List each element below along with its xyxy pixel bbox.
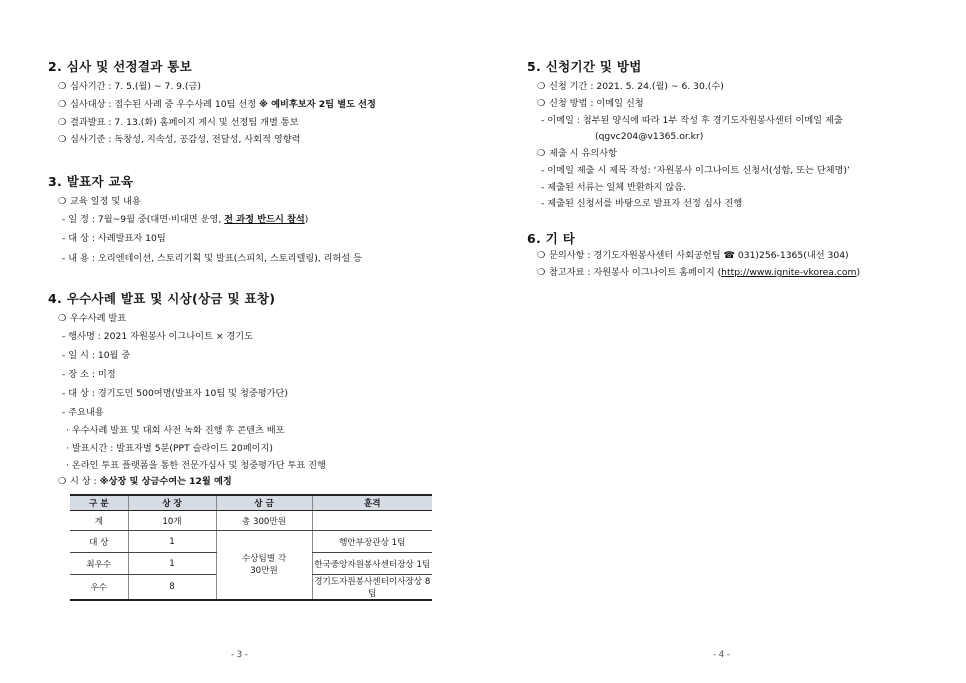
s2-item-1: ❍ 심사기간 : 7. 5.(월) ~ 7. 9.(금) [58, 81, 201, 92]
award-table [70, 494, 432, 601]
table-row: 최우수 1 한국중앙자원봉사센터장상 1팀 [70, 553, 432, 575]
header-certificate: 상 장 [128, 495, 216, 511]
homepage-link[interactable]: http://www.ignite-vkorea.com [721, 267, 857, 278]
s5-note-1: - 이메일 제출 시 제목 작성: ‘자원봉사 이그나이트 신청서(성함, 또는 단체명)’ [541, 165, 850, 176]
s4-main-content: - 주요내용 [62, 407, 104, 418]
s3-target: - 대 상 : 사례발표자 10팀 [62, 233, 166, 244]
section-6-heading: 6. 기 타 [527, 231, 576, 246]
circle-bullet-icon: ❍ [58, 117, 67, 128]
award-schedule-note: ※상장 및 상금수여는 12월 예정 [99, 476, 232, 487]
s4-detail-1: · 우수사례 발표 및 대회 사전 녹화 진행 후 콘텐츠 배포 [66, 425, 285, 436]
circle-bullet-icon: ❍ [58, 99, 67, 110]
table-row-total: 계 10개 총 300만원 [70, 511, 432, 531]
s5-email-line: - 이메일 : 첨부된 양식에 따라 1부 작성 후 경기도자원봉사센터 이메일 제출 [541, 115, 843, 126]
circle-bullet-icon: ❍ [58, 134, 67, 145]
s5-item-2: ❍ 신청 방법 : 이메일 신청 [537, 98, 644, 109]
circle-bullet-icon: ❍ [537, 81, 546, 92]
s4-event-name: - 행사명 : 2021 자원봉사 이그나이트 × 경기도 [62, 331, 254, 342]
section-5-heading: 5. 신청기간 및 방법 [527, 59, 642, 74]
s5-item-1: ❍ 신청 기간 : 2021. 5. 24.(월) ~ 6. 30.(수) [537, 81, 724, 92]
circle-bullet-icon: ❍ [537, 148, 546, 159]
circle-bullet-icon: ❍ [58, 476, 67, 487]
circle-bullet-icon: ❍ [58, 196, 67, 207]
s4-date: - 일 시 : 10월 중 [62, 350, 131, 361]
s4-award-line: ❍ 시 상 : ※상장 및 상금수여는 12월 예정 [58, 476, 232, 487]
s4-detail-2: · 발표시간 : 발표자별 5분(PPT 슬라이드 20페이지) [66, 443, 273, 454]
header-honor: 훈격 [312, 495, 432, 511]
s3-schedule: - 일 정 : 7월~9월 중(대면·비대면 운영, 전 과정 반드시 참석) [62, 214, 309, 225]
s2-item-4: ❍ 심사기준 : 독창성, 지속성, 공감성, 전달성, 사회적 영향력 [58, 134, 301, 145]
circle-bullet-icon: ❍ [537, 267, 546, 278]
s5-note-2: - 제출된 서류는 일체 반환하지 않음. [541, 182, 687, 193]
circle-bullet-icon: ❍ [58, 81, 67, 92]
mandatory-attendance: 전 과정 반드시 참석 [224, 214, 305, 225]
s6-contact: ❍ 문의사항 : 경기도자원봉사센터 사회공헌팀 ☎ 031)256-1365(내선 304) [537, 250, 849, 261]
circle-bullet-icon: ❍ [58, 313, 67, 324]
header-prize: 상 금 [216, 495, 312, 511]
s3-item-1: ❍ 교육 일정 및 내용 [58, 196, 141, 207]
prize-per-team: 수상팀별 각 30만원 [216, 531, 312, 601]
s4-detail-3: · 온라인 투표 플랫폼을 통한 전문가심사 및 청중평가단 투표 진행 [66, 460, 326, 471]
reserve-note: ※ 예비후보자 2팀 별도 선정 [259, 99, 376, 110]
section-2-heading: 2. 심사 및 선정결과 통보 [48, 59, 193, 74]
s5-note-3: - 제출된 신청서를 바탕으로 발표자 선정 심사 진행 [541, 198, 743, 209]
s3-content: - 내 용 : 오리엔테이션, 스토리기획 및 발표(스피치, 스토리텔링), 리허설 등 [62, 253, 363, 264]
header-category: 구 분 [70, 495, 128, 511]
s4-target: - 대 상 : 경기도민 500여명(발표자 10팀 및 청중평가단) [62, 388, 288, 399]
table-row: 대 상 1 수상팀별 각 30만원 행안부장관상 1팀 [70, 531, 432, 553]
s5-email-address: (qgvc204@v1365.or.kr) [595, 131, 704, 142]
s2-item-3: ❍ 결과발표 : 7. 13.(화) 홈페이지 게시 및 선정팀 개별 통보 [58, 117, 299, 128]
circle-bullet-icon: ❍ [537, 98, 546, 109]
page-number: - 3 - [231, 650, 248, 660]
s4-place: - 장 소 : 미정 [62, 369, 116, 380]
s2-item-2: ❍ 심사대상 : 접수된 사례 중 우수사례 10팀 선정 ※ 예비후보자 2팀 별도 선정 [58, 99, 376, 110]
circle-bullet-icon: ❍ [537, 250, 546, 261]
page-number: - 4 - [713, 650, 730, 660]
award-table-header [70, 495, 432, 511]
section-4-heading: 4. 우수사례 발표 및 시상(상금 및 표창) [48, 291, 276, 306]
s5-notes-item: ❍ 제출 시 유의사항 [537, 148, 617, 159]
table-row: 우수 8 경기도자원봉사센터이사장상 8팀 [70, 575, 432, 601]
s4-item-1: ❍ 우수사례 발표 [58, 313, 127, 324]
section-3-heading: 3. 발표자 교육 [48, 174, 134, 189]
s6-reference: ❍ 참고자료 : 자원봉사 이그나이트 홈페이지 (http://www.ignite-vkorea.com) [537, 267, 861, 278]
